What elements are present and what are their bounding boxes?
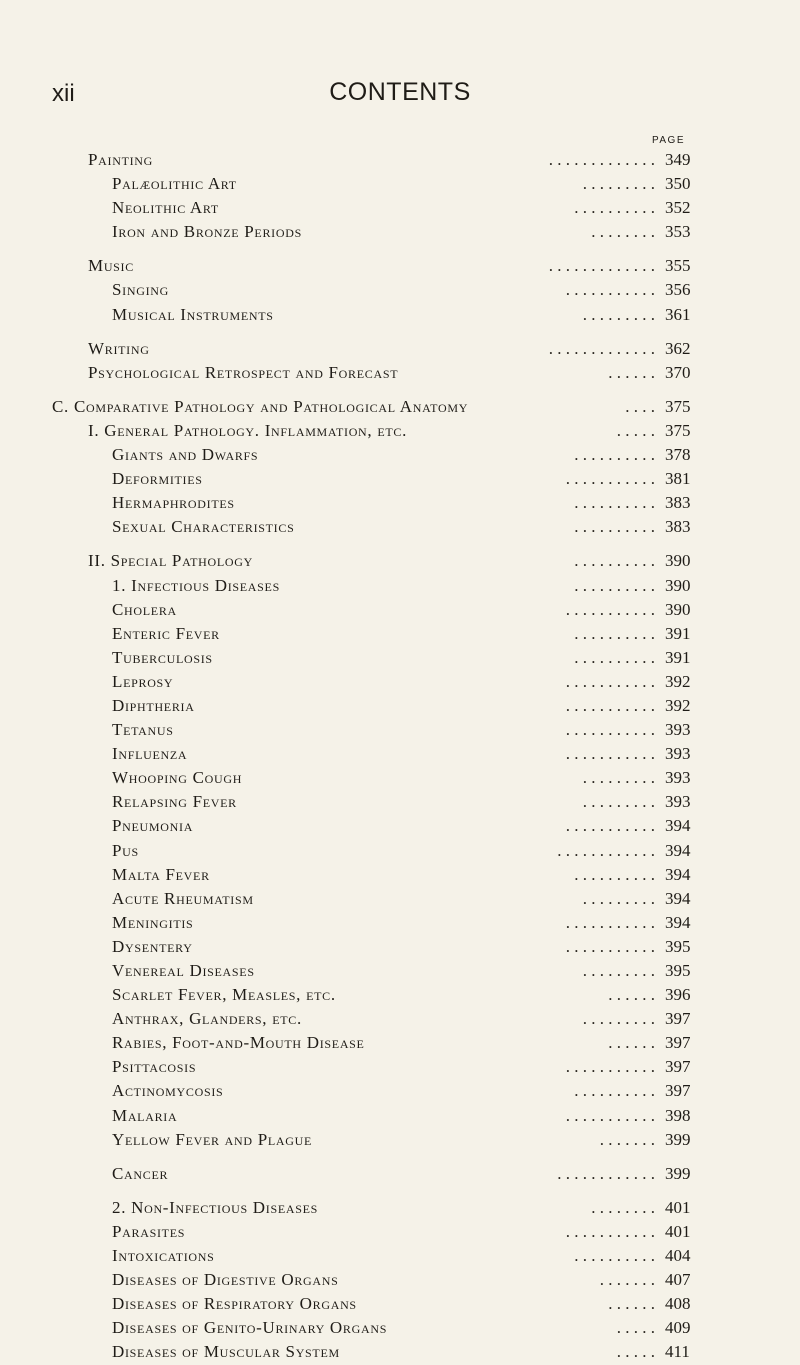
toc-entry-page: 394 <box>665 888 691 908</box>
toc-entry-page: 407 <box>665 1270 691 1290</box>
leader-dots: . . . . . . . . . . <box>574 1246 655 1266</box>
leader-dots: . . . . . . . . . . . <box>565 1057 655 1077</box>
toc-entry-label: Tuberculosis <box>112 647 213 667</box>
toc-entry-label: Influenza <box>112 744 188 764</box>
toc-entry-page: 409 <box>665 1318 691 1338</box>
toc-entry-label: Writing <box>88 338 150 358</box>
toc-entry <box>0 959 800 983</box>
leader-dots: . . . . . <box>616 1342 655 1362</box>
toc-entry-label: 1. Infectious Diseases <box>112 575 280 595</box>
toc-entry-page: 398 <box>665 1105 691 1125</box>
toc-entry <box>0 1244 800 1268</box>
toc-entry-label: Yellow Fever and Plague <box>112 1129 313 1149</box>
toc-entry-page: 397 <box>665 1009 691 1029</box>
leader-dots: . . . . . . . . . <box>582 888 655 908</box>
toc-entry <box>0 887 800 911</box>
toc-entry <box>0 863 800 887</box>
toc-entry-page: 375 <box>665 396 691 416</box>
toc-entry-label: Parasites <box>112 1221 186 1241</box>
toc-entry-label: Tetanus <box>112 720 174 740</box>
toc-entry <box>0 549 800 573</box>
toc-entry-page: 383 <box>665 517 691 537</box>
toc-entry <box>0 1162 800 1186</box>
toc-entry <box>0 622 800 646</box>
leader-dots: . . . . . . . . . . . . . <box>548 256 655 276</box>
toc-entry-page: 397 <box>665 1033 691 1053</box>
leader-dots: . . . . . . . . . . . <box>565 720 655 740</box>
toc-entry-label: Musical Instruments <box>112 304 274 324</box>
toc-entry-label: Iron and Bronze Periods <box>112 222 302 242</box>
toc-entry-label: Deformities <box>112 469 203 489</box>
toc-entry-label: Leprosy <box>112 671 174 691</box>
leader-dots: . . . . . . . . . . . <box>565 936 655 956</box>
page-title: CONTENTS <box>329 78 471 106</box>
toc-entry <box>0 443 800 467</box>
toc-entry <box>0 1104 800 1128</box>
toc-entry <box>0 814 800 838</box>
toc-entry-page: 395 <box>665 936 691 956</box>
leader-dots: . . . . . . . . . . <box>574 647 655 667</box>
toc-entry-label: Pneumonia <box>112 816 194 836</box>
toc-entry-label: Relapsing Fever <box>112 792 237 812</box>
toc-entry-page: 350 <box>665 174 691 194</box>
toc-entry-label: Dysentery <box>112 936 193 956</box>
toc-entry <box>0 742 800 766</box>
leader-dots: . . . . . . . . . . . <box>565 744 655 764</box>
toc-entry-page: 394 <box>665 840 691 860</box>
leader-dots: . . . . . . . . . . . . . <box>548 338 655 358</box>
toc-entry-page: 355 <box>665 256 691 276</box>
leader-dots: . . . . . . <box>608 1033 655 1053</box>
toc-entry-page: 394 <box>665 816 691 836</box>
leader-dots: . . . . . . <box>608 362 655 382</box>
toc-entry-label: II. Special Pathology <box>88 551 254 571</box>
leader-dots: . . . . . . . . <box>591 1197 655 1217</box>
toc-entry <box>0 1220 800 1244</box>
toc-entry <box>0 839 800 863</box>
toc-entry <box>0 395 800 419</box>
toc-entry-page: 381 <box>665 469 691 489</box>
toc-entry-page: 352 <box>665 198 691 218</box>
leader-dots: . . . . . . . . . . . <box>565 1221 655 1241</box>
toc-entry-label: Singing <box>112 280 170 300</box>
leader-dots: . . . . . . . . . . <box>574 493 655 513</box>
toc-entry <box>0 766 800 790</box>
toc-entry-label: Neolithic Art <box>112 198 219 218</box>
page-column-heading: PAGE <box>651 135 685 146</box>
toc-entry-page: 391 <box>665 623 691 643</box>
toc-entry <box>0 574 800 598</box>
toc-entry-page: 392 <box>665 695 691 715</box>
toc-entry <box>0 254 800 278</box>
toc-entry <box>0 1031 800 1055</box>
leader-dots: . . . . . . . . . . <box>574 1081 655 1101</box>
toc-entry-page: 370 <box>665 362 691 382</box>
leader-dots: . . . . . . . <box>599 1129 655 1149</box>
leader-dots: . . . . . . . . . . . <box>565 671 655 691</box>
leader-dots: . . . . . . . <box>599 1270 655 1290</box>
toc-entry-page: 393 <box>665 768 691 788</box>
leader-dots: . . . . . . . . . . . . . <box>548 150 655 169</box>
leader-dots: . . . . . . <box>608 985 655 1005</box>
toc-entry-label: 2. Non-Infectious Diseases <box>112 1197 319 1217</box>
toc-entry-page: 411 <box>665 1342 690 1362</box>
page-folio: xii <box>52 80 75 107</box>
leader-dots: . . . . . . . . . . <box>574 864 655 884</box>
toc-entry-page: 392 <box>665 671 691 691</box>
toc-entry <box>0 491 800 515</box>
toc-entry <box>0 467 800 491</box>
toc-entry-label: Actinomycosis <box>112 1081 224 1101</box>
toc-entry-page: 393 <box>665 744 691 764</box>
leader-dots: . . . . . <box>616 420 655 440</box>
toc-entry <box>0 196 800 220</box>
toc-entry-label: Sexual Characteristics <box>112 517 295 537</box>
table-of-contents <box>0 148 800 1365</box>
toc-entry <box>0 790 800 814</box>
toc-entry-page: 401 <box>665 1197 691 1217</box>
toc-entry <box>0 278 800 302</box>
toc-entry-page: 394 <box>665 912 691 932</box>
toc-entry <box>0 1128 800 1152</box>
toc-entry-page: 396 <box>665 985 691 1005</box>
toc-entry <box>0 303 800 327</box>
toc-entry <box>0 1316 800 1340</box>
leader-dots: . . . . . . . . . . . <box>565 469 655 489</box>
toc-entry-page: 394 <box>665 864 691 884</box>
toc-entry-label: Diphtheria <box>112 695 195 715</box>
toc-entry-label: Malta Fever <box>112 864 210 884</box>
toc-entry-page: 395 <box>665 961 691 980</box>
toc-entry-label: Rabies, Foot-and-Mouth Disease <box>112 1033 365 1053</box>
leader-dots: . . . . . . . . . . . <box>565 1105 655 1125</box>
leader-dots: . . . . . . . . . <box>582 304 655 324</box>
leader-dots: . . . . . . . . . . <box>574 623 655 643</box>
toc-entry-label: Diseases of Muscular System <box>112 1342 340 1362</box>
toc-entry-page: 390 <box>665 575 691 595</box>
leader-dots: . . . . . . . . . . . . <box>557 840 655 860</box>
leader-dots: . . . . <box>625 396 655 416</box>
toc-entry <box>0 935 800 959</box>
toc-entry-label: Diseases of Digestive Organs <box>112 1270 339 1290</box>
toc-entry <box>0 718 800 742</box>
toc-entry-page: 404 <box>665 1246 691 1266</box>
toc-entry-page: 353 <box>665 222 691 242</box>
toc-entry-page: 401 <box>665 1221 691 1241</box>
toc-entry-page: 362 <box>665 338 691 358</box>
toc-entry-page: 391 <box>665 647 691 667</box>
toc-entry <box>0 1055 800 1079</box>
toc-entry <box>0 911 800 935</box>
toc-entry-page: 390 <box>665 599 691 619</box>
toc-entry-label: Palæolithic Art <box>112 174 237 194</box>
leader-dots: . . . . . . . . . . <box>574 551 655 571</box>
toc-entry <box>0 670 800 694</box>
leader-dots: . . . . . . <box>608 1294 655 1314</box>
leader-dots: . . . . . . . . . <box>582 1009 655 1029</box>
leader-dots: . . . . . . . . . . . <box>565 816 655 836</box>
toc-entry <box>0 1196 800 1220</box>
toc-entry-label: Whooping Cough <box>112 768 243 788</box>
toc-entry-label: Hermaphrodites <box>112 493 235 513</box>
toc-entry-label: Psychological Retrospect and Forecast <box>88 362 399 382</box>
leader-dots: . . . . . . . . . . <box>574 445 655 465</box>
leader-dots: . . . . . . . . . . . <box>565 912 655 932</box>
toc-entry-label: Scarlet Fever, Measles, etc. <box>112 985 336 1005</box>
toc-entry-label: Cholera <box>112 599 177 619</box>
toc-entry <box>0 419 800 443</box>
toc-entry-page: 393 <box>665 792 691 812</box>
leader-dots: . . . . . <box>616 1318 655 1338</box>
leader-dots: . . . . . . . . <box>591 222 655 242</box>
toc-entry-label: Diseases of Genito-Urinary Organs <box>112 1318 388 1338</box>
toc-entry <box>0 515 800 539</box>
toc-entry-page: 390 <box>665 551 691 571</box>
toc-entry-page: 393 <box>665 720 691 740</box>
leader-dots: . . . . . . . . . . . <box>565 280 655 300</box>
toc-entry-label: Acute Rheumatism <box>112 888 254 908</box>
toc-entry-page: 383 <box>665 493 691 513</box>
toc-entry-label: Cancer <box>112 1163 169 1183</box>
toc-entry-label: Meningitis <box>112 912 194 932</box>
toc-entry-label: I. General Pathology. Inflammation, etc. <box>88 420 408 440</box>
toc-entry-page: 361 <box>665 304 691 324</box>
toc-entry <box>0 1268 800 1292</box>
toc-entry-label: Music <box>88 256 134 276</box>
leader-dots: . . . . . . . . . <box>582 174 655 194</box>
toc-entry <box>0 598 800 622</box>
toc-entry-label: Giants and Dwarfs <box>112 445 259 465</box>
leader-dots: . . . . . . . . . . <box>574 517 655 537</box>
toc-entry-page: 375 <box>665 420 691 440</box>
toc-entry-page: 399 <box>665 1129 691 1149</box>
toc-entry-label: Diseases of Respiratory Organs <box>112 1294 357 1314</box>
toc-entry-label: Venereal Diseases <box>112 961 255 980</box>
toc-entry-label: Psittacosis <box>112 1057 197 1077</box>
toc-entry-label: Anthrax, Glanders, etc. <box>112 1009 302 1029</box>
toc-entry-label: Malaria <box>112 1105 178 1125</box>
toc-entry <box>0 1007 800 1031</box>
toc-entry-page: 356 <box>665 280 691 300</box>
toc-entry <box>0 361 800 385</box>
toc-entry-label: Painting <box>88 150 154 169</box>
toc-entry <box>0 337 800 361</box>
toc-entry <box>0 983 800 1007</box>
leader-dots: . . . . . . . . . . . <box>565 695 655 715</box>
toc-entry <box>0 694 800 718</box>
leader-dots: . . . . . . . . . . <box>574 198 655 218</box>
toc-entry <box>0 646 800 670</box>
toc-entry-page: 397 <box>665 1057 691 1077</box>
toc-entry-page: 378 <box>665 445 691 465</box>
leader-dots: . . . . . . . . . <box>582 768 655 788</box>
toc-entry <box>0 148 800 172</box>
toc-entry-label: Pus <box>112 840 139 860</box>
toc-entry-page: 349 <box>665 150 691 169</box>
toc-entry-label: C. Comparative Pathology and Pathological Anatomy <box>52 396 469 416</box>
toc-entry <box>0 1340 800 1364</box>
toc-entry-page: 408 <box>665 1294 691 1314</box>
toc-entry-page: 397 <box>665 1081 691 1101</box>
toc-entry-label: Intoxications <box>112 1246 215 1266</box>
leader-dots: . . . . . . . . . <box>582 961 655 980</box>
toc-entry <box>0 1079 800 1103</box>
leader-dots: . . . . . . . . . <box>582 792 655 812</box>
toc-entry <box>0 172 800 196</box>
leader-dots: . . . . . . . . . . . . <box>557 1163 655 1183</box>
toc-entry-page: 399 <box>665 1163 691 1183</box>
toc-entry-label: Enteric Fever <box>112 623 220 643</box>
toc-entry <box>0 220 800 244</box>
leader-dots: . . . . . . . . . . . <box>565 599 655 619</box>
leader-dots: . . . . . . . . . . <box>574 575 655 595</box>
